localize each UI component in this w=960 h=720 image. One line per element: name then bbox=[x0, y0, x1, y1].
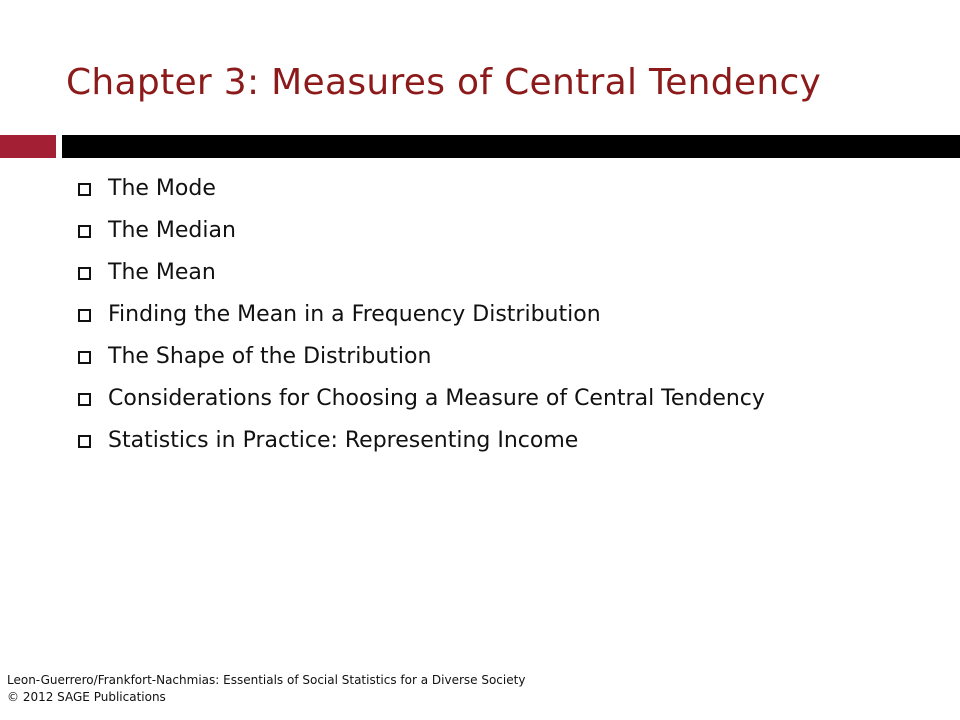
list-item bbox=[78, 382, 838, 415]
title-accent-bar bbox=[0, 135, 56, 158]
square-outline-icon bbox=[78, 183, 91, 196]
list-item bbox=[78, 424, 838, 457]
title-rule-bar bbox=[62, 135, 960, 158]
square-outline-icon bbox=[78, 309, 91, 322]
bullet-text: Statistics in Practice: Representing Income bbox=[108, 428, 579, 453]
square-outline-icon bbox=[78, 225, 91, 238]
bullet-text: The Shape of the Distribution bbox=[108, 344, 432, 369]
square-outline-icon bbox=[78, 435, 91, 448]
bullet-text: The Mean bbox=[108, 260, 216, 285]
footer-line-authors: Leon-Guerrero/Frankfort-Nachmias: Essentials of Social Statistics for a Diverse Society bbox=[7, 673, 526, 687]
list-item bbox=[78, 256, 838, 289]
square-outline-icon bbox=[78, 351, 91, 364]
bullet-text: The Mode bbox=[108, 176, 216, 201]
bullet-list bbox=[78, 172, 838, 466]
list-item bbox=[78, 214, 838, 247]
list-item bbox=[78, 298, 838, 331]
bullet-text: The Median bbox=[108, 218, 236, 243]
bullet-text: Considerations for Choosing a Measure of Central Tendency bbox=[108, 386, 765, 411]
list-item bbox=[78, 172, 838, 205]
bullet-text: Finding the Mean in a Frequency Distribution bbox=[108, 302, 601, 327]
square-outline-icon bbox=[78, 267, 91, 280]
slide-title: Chapter 3: Measures of Central Tendency bbox=[66, 62, 822, 103]
square-outline-icon bbox=[78, 393, 91, 406]
footer-citation bbox=[7, 672, 525, 706]
list-item bbox=[78, 340, 838, 373]
footer-line-copyright: © 2012 SAGE Publications bbox=[7, 690, 166, 704]
